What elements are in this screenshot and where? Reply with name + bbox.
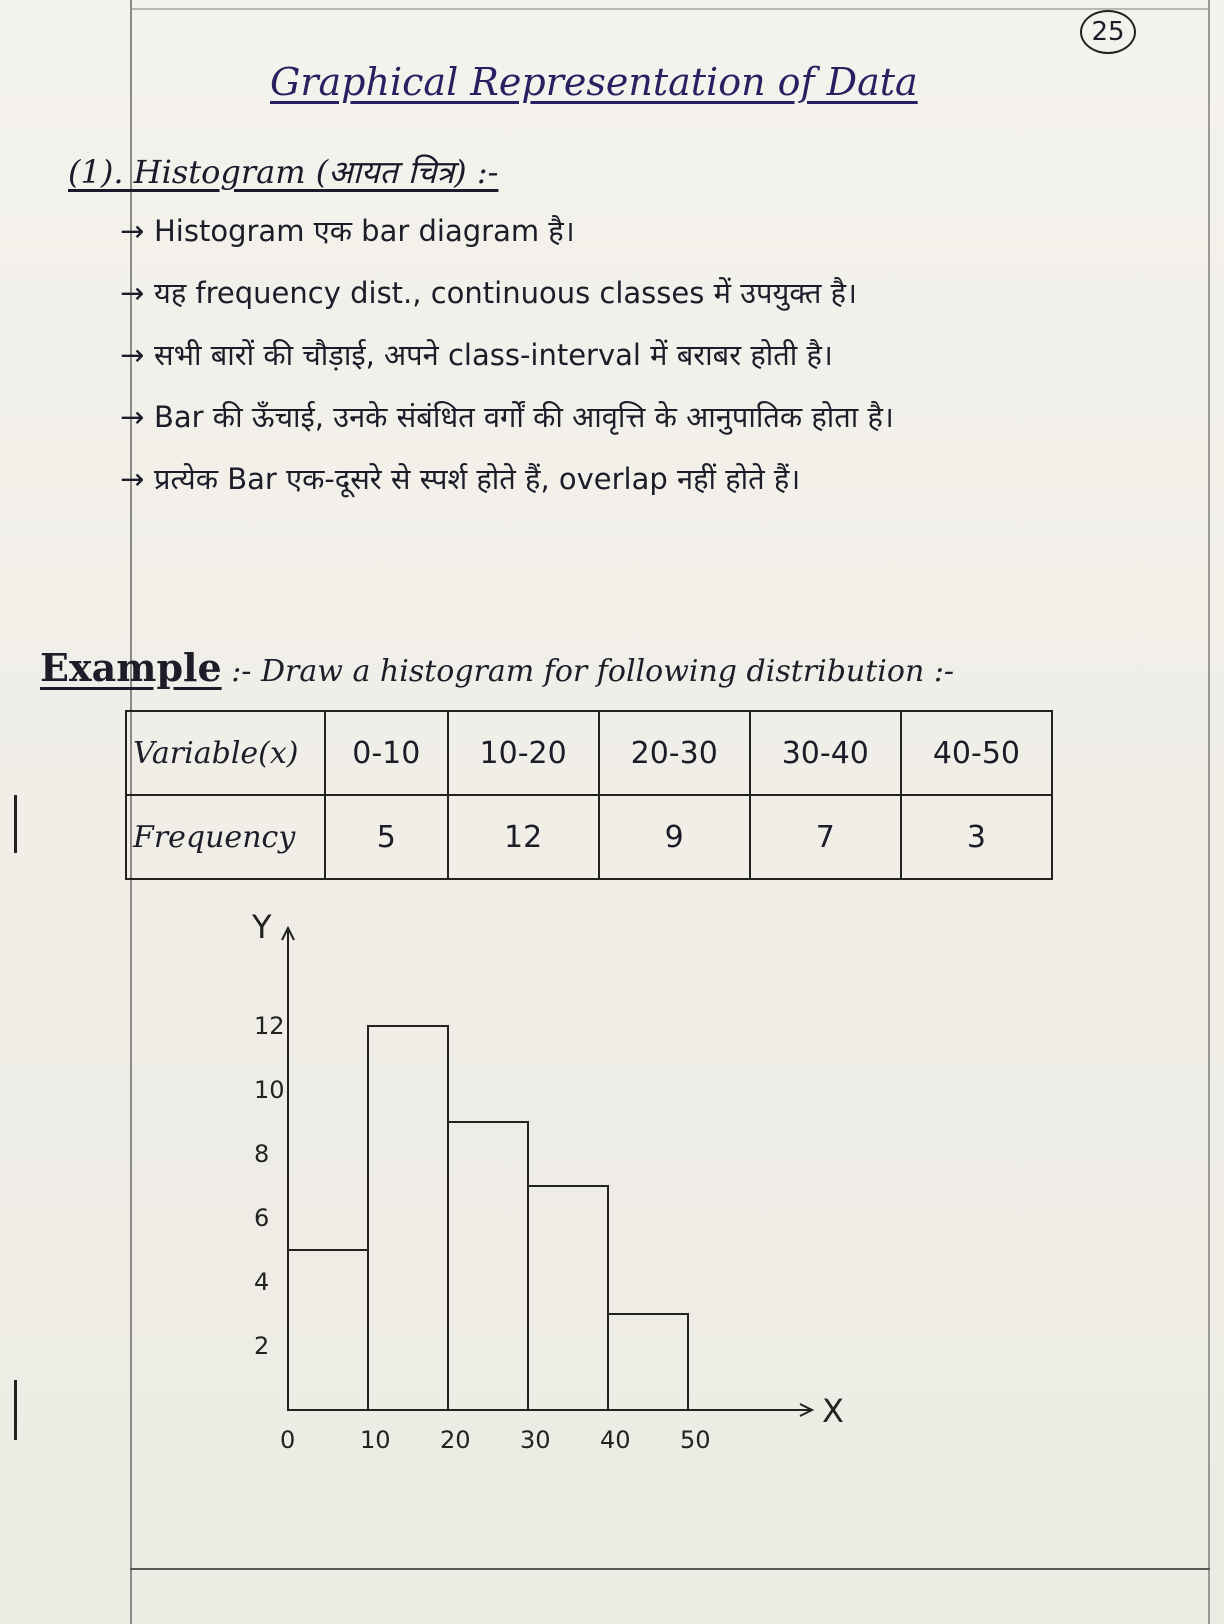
arrow-icon: → — [120, 462, 145, 496]
table-cell: 20-30 — [599, 711, 750, 795]
table-cell: 12 — [448, 795, 599, 879]
arrow-icon: → — [120, 214, 145, 248]
y-tick-label: 4 — [254, 1268, 270, 1296]
histogram-bar — [448, 1122, 528, 1410]
arrow-icon: → — [120, 276, 145, 310]
bullet-text: Bar की ऊँचाई, उनके संबंधित वर्गों की आवृत्ति के आनुपातिक होता है। — [154, 400, 894, 434]
x-tick-label: 50 — [680, 1426, 711, 1454]
example-line — [40, 645, 1200, 690]
table-cell: 7 — [750, 795, 901, 879]
example-separator: :- — [231, 654, 252, 689]
arrow-icon: → — [120, 338, 145, 372]
row-label-variable: Variable(x) — [126, 711, 325, 795]
table-row — [126, 795, 1052, 879]
y-tick-label: 6 — [254, 1204, 270, 1232]
x-tick-label: 20 — [440, 1426, 471, 1454]
top-rule — [130, 8, 1210, 10]
table-cell: 3 — [901, 795, 1052, 879]
edge-mark — [14, 1380, 17, 1440]
table-cell: 5 — [325, 795, 448, 879]
bottom-rule — [130, 1568, 1210, 1570]
arrow-icon: → — [120, 400, 145, 434]
table-row — [126, 711, 1052, 795]
bullet-point — [120, 396, 1180, 438]
y-axis-label: Y — [252, 908, 272, 946]
frequency-table — [125, 710, 1053, 880]
x-tick-label: 0 — [280, 1426, 296, 1454]
histogram-bar — [608, 1314, 688, 1410]
bullet-point — [120, 210, 1180, 252]
x-tick-label: 40 — [600, 1426, 631, 1454]
histogram-bar — [368, 1026, 448, 1410]
y-tick-label: 10 — [254, 1076, 285, 1104]
bullet-point — [120, 334, 1180, 376]
example-label: Example — [40, 645, 222, 690]
table-cell: 40-50 — [901, 711, 1052, 795]
bullet-text: Histogram एक bar diagram है। — [154, 214, 575, 248]
y-tick-label: 12 — [254, 1012, 285, 1040]
example-text: Draw a histogram for following distribution :- — [260, 654, 955, 689]
table-cell: 30-40 — [750, 711, 901, 795]
bullet-text: यह frequency dist., continuous classes में उपयुक्त है। — [154, 276, 857, 310]
page-number: 25 — [1080, 10, 1136, 54]
table-cell: 0-10 — [325, 711, 448, 795]
y-tick-label: 8 — [254, 1140, 270, 1168]
y-tick-label: 2 — [254, 1332, 270, 1360]
edge-mark — [14, 795, 17, 853]
histogram-bar — [528, 1186, 608, 1410]
bullet-text: सभी बारों की चौड़ाई, अपने class-interval में बराबर होती है। — [154, 338, 833, 372]
table-cell: 9 — [599, 795, 750, 879]
histogram-bar — [288, 1250, 368, 1410]
bullet-point — [120, 272, 1180, 314]
table-cell: 10-20 — [448, 711, 599, 795]
x-tick-label: 10 — [360, 1426, 391, 1454]
row-label-frequency: Frequency — [126, 795, 325, 879]
x-axis-label: X — [822, 1392, 844, 1430]
x-tick-label: 30 — [520, 1426, 551, 1454]
page-title: Graphical Representation of Data — [270, 60, 918, 104]
right-rule — [1208, 0, 1210, 1624]
section-heading: (1). Histogram (आयत चित्र) :- — [68, 153, 499, 191]
histogram-chart — [230, 900, 870, 1480]
bullet-list — [120, 210, 1180, 520]
bullet-text: प्रत्येक Bar एक-दूसरे से स्पर्श होते हैं, overlap नहीं होते हैं। — [154, 462, 801, 496]
bullet-point — [120, 458, 1180, 500]
